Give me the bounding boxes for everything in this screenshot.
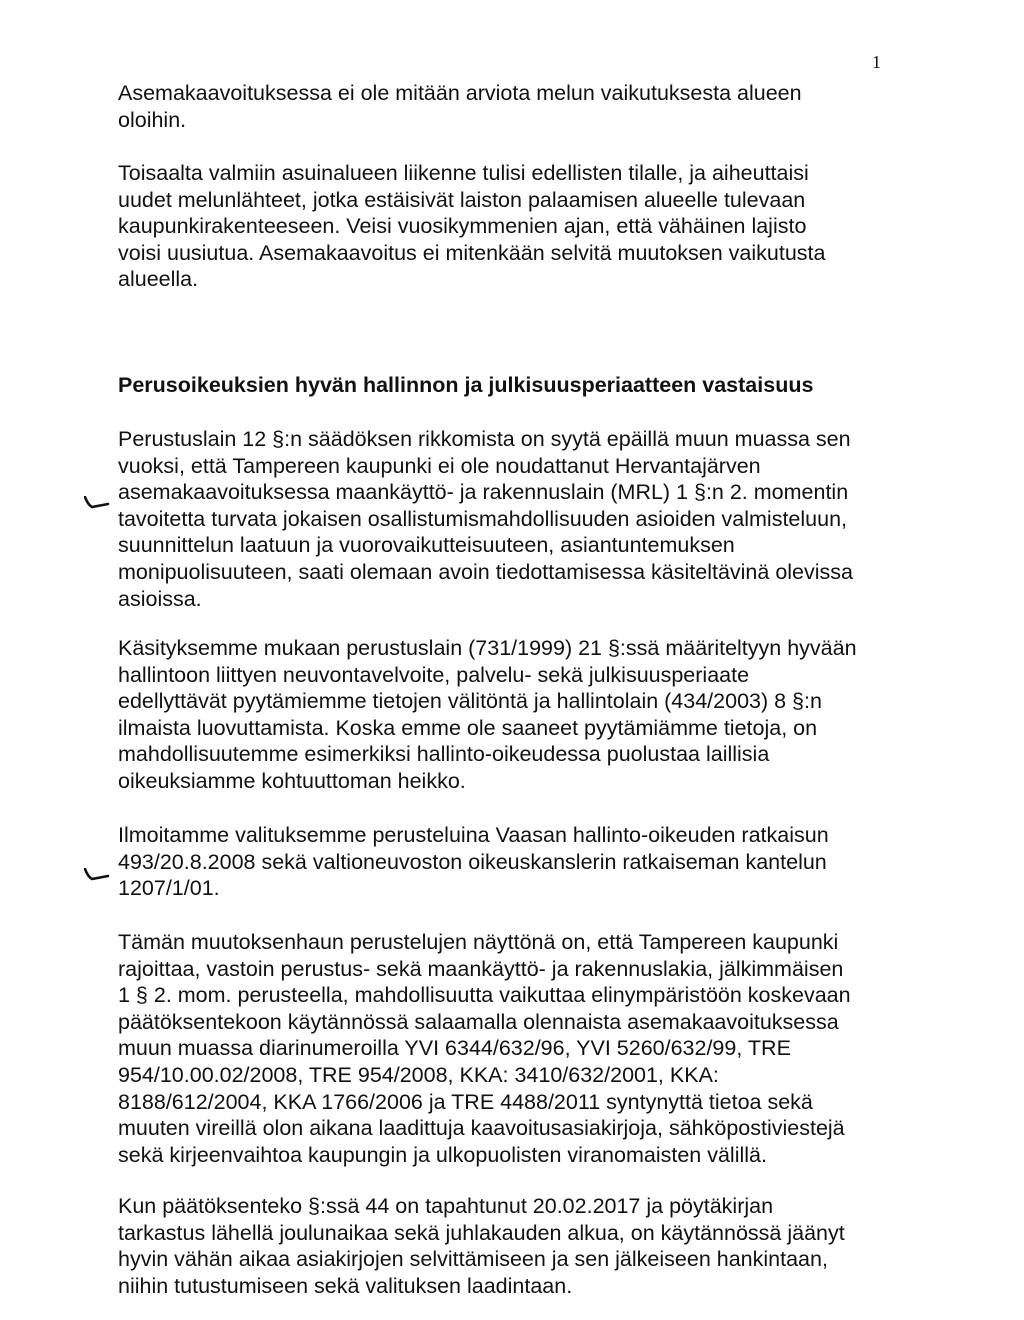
paragraph-muutoksenhaku: Tämän muutoksenhaun perustelujen näyttönä on, että Tampereen kaupunki rajoittaa, vastoin perustus- sekä maankäyttö- ja rakennuslakia, jälkimmäisen 1 § 2. mom. perusteella, mahdollisuutta vaikuttaa elinympäristöön koskevaan päätöksentekoon käytännössä salaamalla olennaista asemakaavoituksessa muun muassa diarinumeroilla YVI 6344/632/96, YVI 5260/632/99, TRE 954/10.00.02/2008, TRE 954/2008, KKA: 3410/632/2001, KKA: 8188/612/2004, KKA 1766/2006 ja TRE 4488/2011 syntynyttä tietoa sekä muuten vireillä olon aikana laadittuja kaavoitusasiakirjoja, sähköpostiviestejä sekä kirjeenvaihtoa kaupungin ja ulkopuolisten viranomaisten välillä.	[118, 930, 851, 1167]
paragraph-paatoksenteko: Kun päätöksenteko §:ssä 44 on tapahtunut 20.02.2017 ja pöytäkirjan tarkastus lähellä joulunaikaa sekä juhlakauden alkua, on käytännössä jäänyt hyvin vähän aikaa asiakirjojen selvittämiseen ja sen jälkeiseen hankintaan, niihin tutustumiseen sekä valituksen laadintaan.	[118, 1194, 845, 1298]
paragraph-liikenne: Toisaalta valmiin asuinalueen liikenne tulisi edellisten tilalle, ja aiheuttaisi uudet melunlähteet, jotka estäisivät laiston palaamisen alueelle tulevaan kaupunkirakenteeseen. Veisi vuosikymmenien ajan, että vähäinen lajisto voisi uusiutua. Asemakaavoitus ei mitenkään selvitä muutoksen vaikutusta alueella.	[118, 161, 826, 292]
paragraph-hyva-hallinto: Käsityksemme mukaan perustuslain (731/1999) 21 §:ssä määriteltyyn hyvään hallintoon liittyen neuvontavelvoite, palvelu- sekä julkisuusperiaate edellyttävät pyytämiemme tietojen välitöntä ja hallintolain (434/2003) 8 §:n ilmaista luovuttamista. Koska emme ole saaneet pyytämiämme tietoja, on mahdollisuutemme esimerkiksi hallinto-oikeudessa puolustaa laillisia oikeuksiamme kohtuuttoman heikko.	[118, 636, 857, 793]
page-number: 1	[872, 52, 881, 72]
paragraph-perustelut: Ilmoitamme valituksemme perusteluina Vaasan hallinto-oikeuden ratkaisun 493/20.8.2008 sekä valtioneuvoston oikeuskanslerin ratkaiseman kantelun 1207/1/01.	[118, 823, 829, 901]
section-heading: Perusoikeuksien hyvän hallinnon ja julkisuusperiaatteen vastaisuus	[118, 373, 814, 397]
handwritten-checkmark-icon	[84, 496, 110, 510]
paragraph-perustuslaki: Perustuslain 12 §:n säädöksen rikkomista on syytä epäillä muun muassa sen vuoksi, että Tampereen kaupunki ei ole noudattanut Hervantajärven asemakaavoituksessa maankäyttö- ja rakennuslain (MRL) 1 §:n 2. momentin tavoitetta turvata jokaisen osallistumismahdollisuuden asioiden valmisteluun, suunnittelun laatuun ja vuorovaikutteisuuteen, asiantuntemuksen monipuolisuuteen, saati olemaan avoin tiedottamisessa käsiteltävinä olevissa asioissa.	[118, 427, 853, 611]
handwritten-checkmark-icon	[84, 868, 110, 882]
paragraph-melun-vaikutus: Asemakaavoituksessa ei ole mitään arviota melun vaikutuksesta alueen oloihin.	[118, 81, 802, 132]
